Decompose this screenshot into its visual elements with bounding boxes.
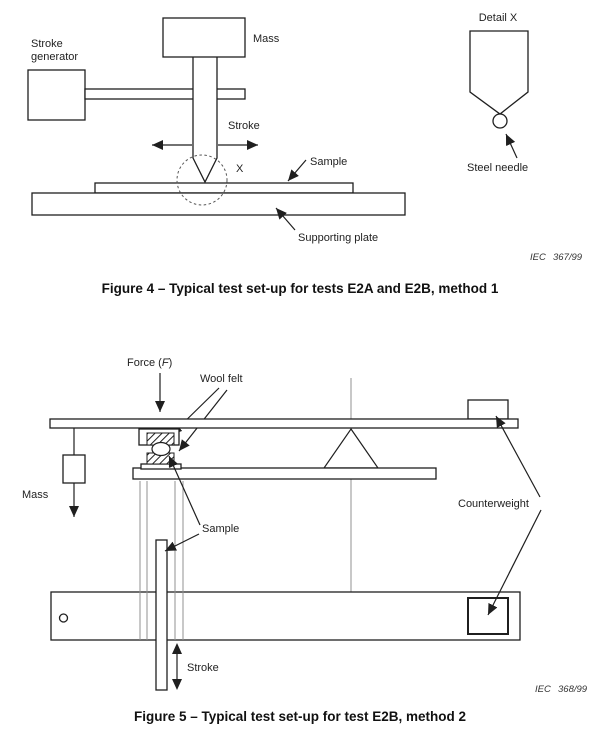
force-symbol: F bbox=[161, 357, 169, 369]
mass-weight bbox=[63, 455, 85, 483]
mass-label: Mass bbox=[22, 489, 49, 501]
counterweight-label: Counterweight bbox=[458, 498, 529, 510]
wool-felt-label: Wool felt bbox=[200, 373, 243, 385]
drive-rod bbox=[85, 89, 245, 99]
detail-pentagon bbox=[470, 31, 528, 114]
steel-needle-label: Steel needle bbox=[467, 162, 529, 174]
stroke-generator-box bbox=[28, 70, 85, 120]
figure4-diagram bbox=[0, 0, 600, 272]
plate-square bbox=[468, 598, 508, 634]
figure5-caption: Figure 5 – Typical test set-up for test E2B, method 2 bbox=[133, 709, 467, 724]
plate-hole bbox=[60, 614, 68, 622]
figure5-diagram bbox=[0, 340, 600, 702]
sample-leader-lower bbox=[165, 534, 199, 551]
iec-ref-label: IEC bbox=[535, 684, 551, 695]
needle-shaft bbox=[193, 57, 217, 182]
iec-ref-number: 368/99 bbox=[558, 684, 588, 695]
stroke-arrowhead-up bbox=[172, 643, 182, 654]
stroke-generator-label: Stroke bbox=[31, 38, 63, 50]
stroke-generator-label-line2: generator bbox=[31, 51, 79, 63]
base-plate bbox=[51, 592, 520, 640]
sample-label: Sample bbox=[310, 156, 348, 168]
iec-ref-label: IEC bbox=[530, 252, 546, 263]
force-label-suffix: ) bbox=[168, 357, 173, 369]
force-label-prefix: Force ( bbox=[127, 357, 162, 369]
detail-x-label: Detail X bbox=[478, 12, 518, 24]
supporting-plate-label: Supporting plate bbox=[298, 232, 379, 244]
sample-leader-arrow bbox=[288, 160, 306, 181]
stroke-arrowhead-down bbox=[172, 679, 182, 690]
steel-needle-leader-arrow bbox=[506, 134, 517, 158]
counterweight-box bbox=[468, 400, 508, 419]
fulcrum-triangle bbox=[324, 429, 378, 468]
mass-box bbox=[163, 18, 245, 57]
iec-ref-number: 367/99 bbox=[553, 252, 583, 263]
sample-strip bbox=[156, 540, 167, 690]
force-label bbox=[127, 357, 172, 369]
x-marker-label: X bbox=[236, 163, 244, 175]
sample-label: Sample bbox=[202, 523, 240, 535]
sample-leader-upper bbox=[169, 456, 200, 525]
supporting-plate-bar bbox=[32, 193, 405, 215]
mass-label: Mass bbox=[253, 33, 280, 45]
stroke-label: Stroke bbox=[187, 662, 219, 674]
figure4-caption: Figure 4 – Typical test set-up for tests E2A and E2B, method 1 bbox=[101, 281, 499, 296]
needle-ball bbox=[493, 114, 507, 128]
sample-clamp-circle bbox=[152, 443, 170, 456]
stroke-label: Stroke bbox=[228, 120, 260, 132]
top-lever bbox=[50, 419, 518, 428]
